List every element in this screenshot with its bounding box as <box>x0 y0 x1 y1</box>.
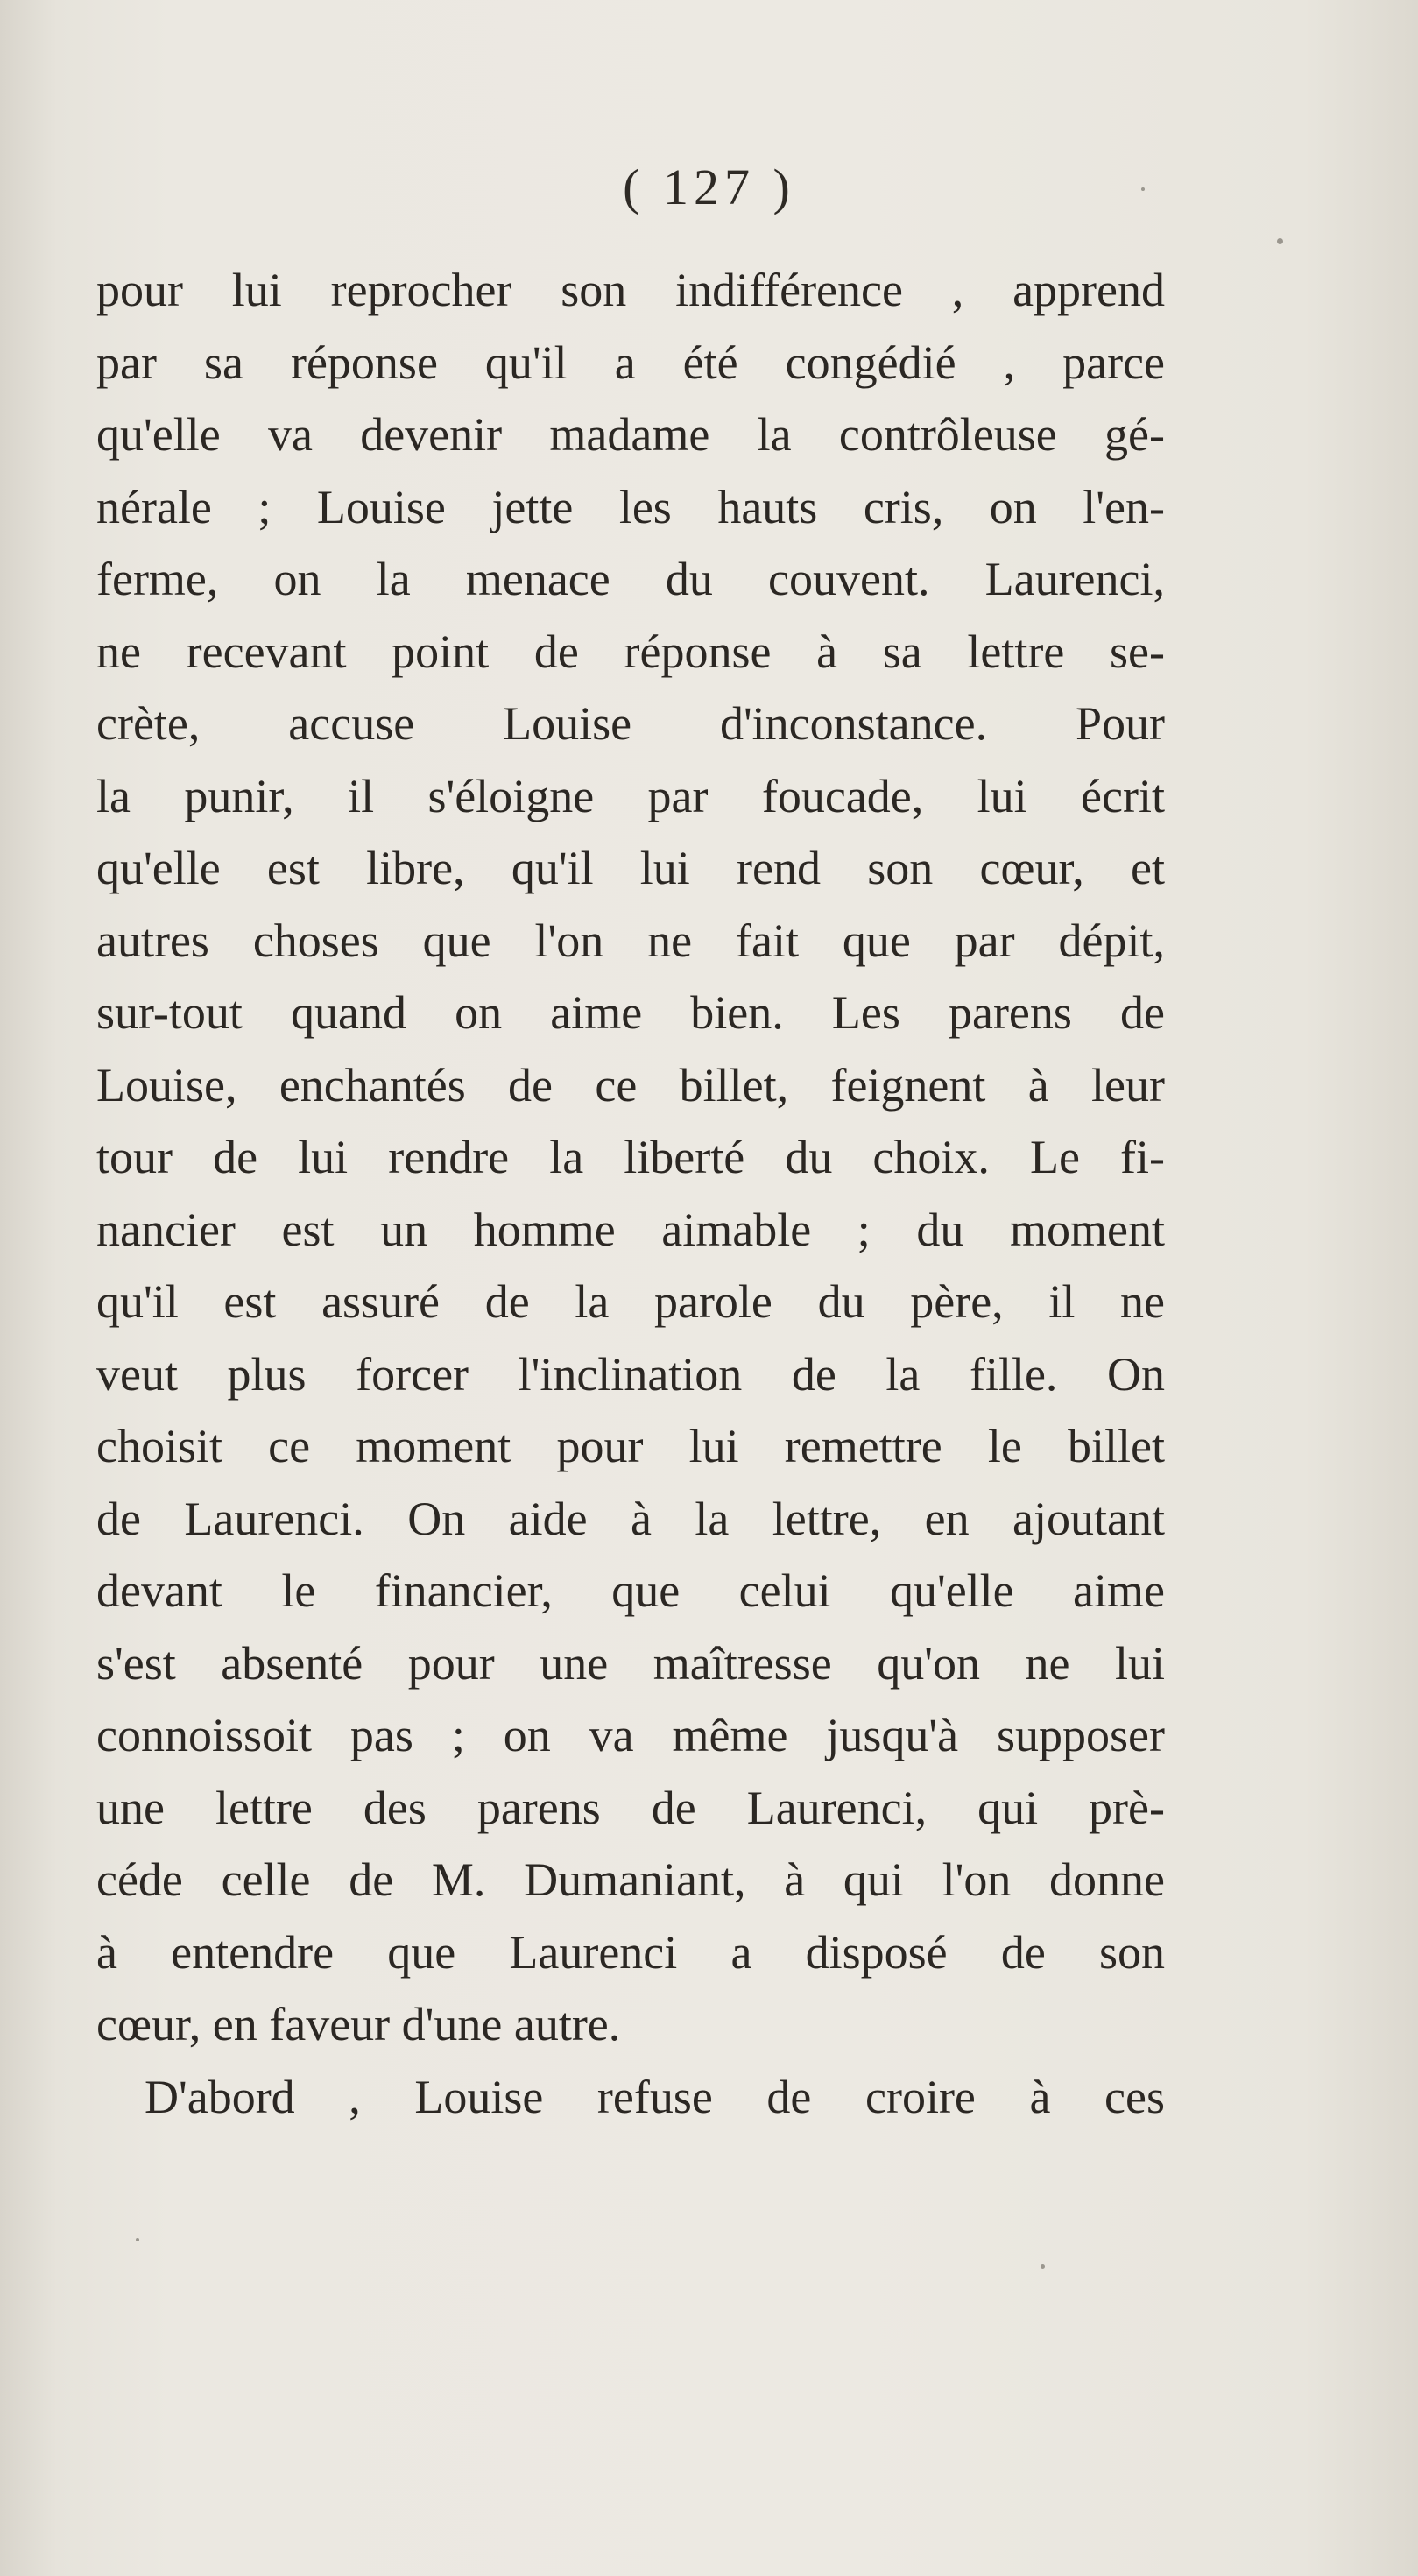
text-line: choisit ce moment pour lui remettre le billet <box>96 1420 1165 1472</box>
text-line: veut plus forcer l'inclination de la fille. On <box>96 1347 1165 1401</box>
text-line: connoissoit pas ; on va même jusqu'à supposer <box>96 1709 1165 1761</box>
paper-speck <box>1277 238 1283 244</box>
text-line: Louise, enchantés de ce billet, feignent à leur <box>96 1058 1165 1112</box>
text-line: céde celle de M. Dumaniant, à qui l'on donne <box>96 1853 1165 1906</box>
text-line: devant le financier, que celui qu'elle aime <box>96 1564 1165 1617</box>
text-line: s'est absenté pour une maîtresse qu'on ne lui <box>96 1636 1165 1690</box>
body-text <box>96 254 1165 2133</box>
paragraph-end-line: cœur, en faveur d'une autre. <box>96 1998 621 2050</box>
text-line: pour lui reprocher son indifférence , apprend <box>96 264 1165 316</box>
text-line: sur-tout quand on aime bien. Les parens de <box>96 986 1165 1039</box>
text-line: à entendre que Laurenci a disposé de son <box>96 1925 1165 1979</box>
text-line: qu'il est assuré de la parole du père, il ne <box>96 1275 1165 1328</box>
text-line: tour de lui rendre la liberté du choix. Le fi- <box>96 1131 1165 1183</box>
text-line: nérale ; Louise jette les hauts cris, on l'en- <box>96 480 1165 533</box>
paragraph-start-line: D'abord , Louise refuse de croire à ces <box>145 2070 1165 2123</box>
text-line: ne recevant point de réponse à sa lettre se- <box>96 625 1165 678</box>
text-line: de Laurenci. On aide à la lettre, en ajoutant <box>96 1492 1165 1545</box>
text-line: par sa réponse qu'il a été congédié , parce <box>96 335 1165 389</box>
paper-speck <box>1141 187 1145 191</box>
paper-speck <box>136 2238 139 2241</box>
text-line: autres choses que l'on ne fait que par dépit, <box>96 914 1165 967</box>
text-line: ferme, on la menace du couvent. Laurenci, <box>96 553 1165 605</box>
text-line: crète, accuse Louise d'inconstance. Pour <box>96 697 1165 750</box>
paper-speck <box>1041 2264 1045 2269</box>
page-number: ( 127 ) <box>623 159 795 215</box>
text-line: la punir, il s'éloigne par foucade, lui écrit <box>96 769 1165 822</box>
text-line: nancier est un homme aimable ; du moment <box>96 1203 1165 1256</box>
text-line: qu'elle va devenir madame la contrôleuse gé- <box>96 408 1165 461</box>
text-line: une lettre des parens de Laurenci, qui prè- <box>96 1781 1165 1834</box>
text-line: qu'elle est libre, qu'il lui rend son cœur, et <box>96 842 1165 894</box>
